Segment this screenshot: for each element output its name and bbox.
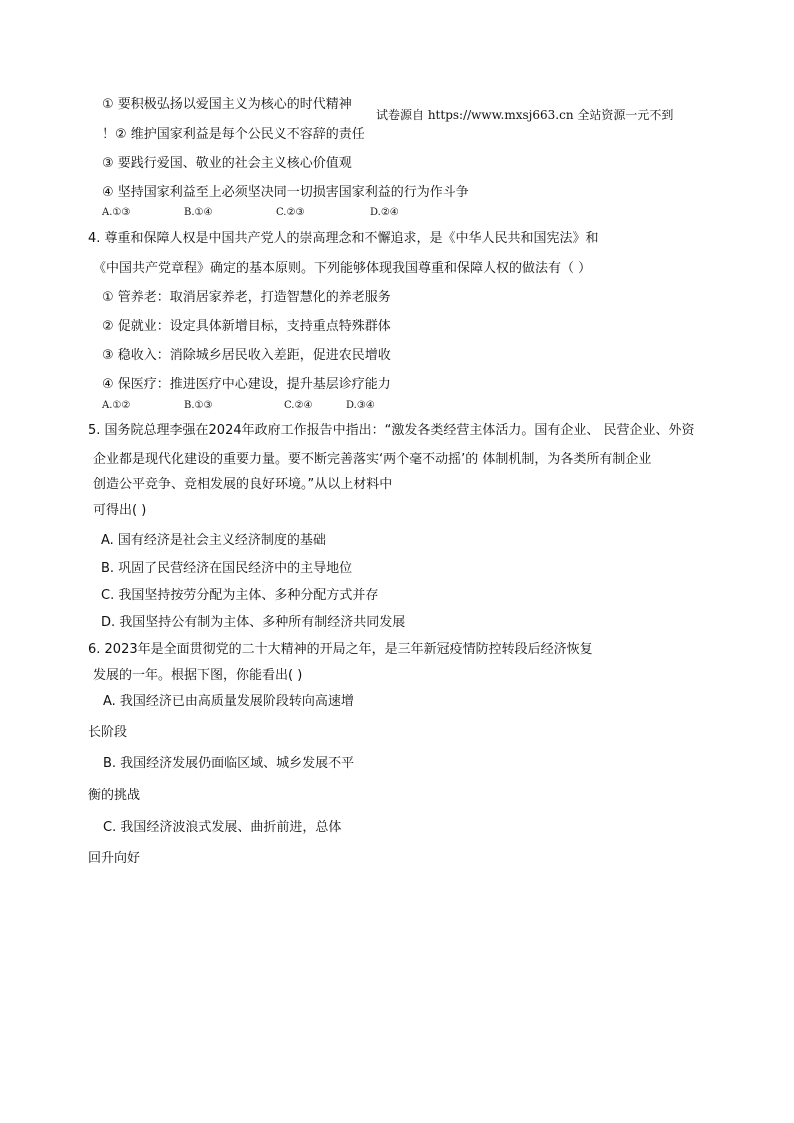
q3-option-2: ！② 维护国家利益是每个公民义不容辞的责任 [102,127,365,142]
q6-option-b-line-1: B. 我国经济发展仍面临区域、城乡发展不平 [103,756,355,771]
q3-answer-b: B.①④ [184,207,213,218]
q4-answer-c: C.②④ [284,400,313,411]
source-note: 试卷源自 https://www.mxsj663.cn 全站资源一元不到 [376,108,674,122]
q3-option-1: ① 要积极弘扬以爱国主义为核心的时代精神 [102,97,352,112]
q6-option-a-line-1: A. 我国经济已由高质量发展阶段转向高速增 [103,694,354,709]
q4-option-2: ② 促就业：设定具体新增目标，支持重点特殊群体 [102,319,391,334]
q4-stem-line-2: 《中国共产党章程》确定的基本原则。下列能够体现我国尊重和保障人权的做法有（ ） [93,261,592,276]
q3-option-4: ④ 坚持国家利益至上必须坚决同一切损害国家利益的行为作斗争 [102,185,469,200]
q4-answer-a: A.①② [102,400,131,411]
q5-stem-line-4: 可得出( ) [93,503,147,518]
q5-stem-line-1: 5. 国务院总理李强在2024年政府工作报告中指出：“激发各类经营主体活力。国有企业、 民营企业、外资 [88,423,695,438]
q3-option-3: ③ 要践行爱国、敬业的社会主义核心价值观 [102,156,352,171]
q5-option-c: C. 我国坚持按劳分配为主体、多种分配方式并存 [101,588,379,603]
q5-option-a: A. 国有经济是社会主义经济制度的基础 [101,533,326,548]
q6-option-b-line-2: 衡的挑战 [88,788,141,803]
q6-option-c-line-2: 回升向好 [88,851,141,866]
q5-stem-line-2: 企业都是现代化建设的重要力量。要不断完善落实‘两个毫不动摇’的 体制机制，为各类所有制企业 [93,452,652,467]
q3-answer-a: A.①③ [102,207,131,218]
q6-stem-line-2: 发展的一年。根据下图，你能看出( ) [93,668,303,683]
q3-answer-c: C.②③ [276,207,305,218]
q4-answer-b: B.①③ [184,400,213,411]
q5-option-d: D. 我国坚持公有制为主体、多种所有制经济共同发展 [101,615,406,630]
q4-answer-d: D.③④ [346,400,375,411]
q6-option-c-line-1: C. 我国经济波浪式发展、曲折前进，总体 [103,820,342,835]
q4-option-3: ③ 稳收入：消除城乡居民收入差距，促进农民增收 [102,348,391,363]
q6-stem-line-1: 6. 2023年是全面贯彻党的二十大精神的开局之年，是三年新冠疫情防控转段后经济恢复 [88,642,593,657]
q3-answer-d: D.②④ [370,207,399,218]
q4-stem-line-1: 4. 尊重和保障人权是中国共产党人的崇高理念和不懈追求，是《中华人民共和国宪法》和 [88,231,599,246]
q4-option-1: ① 管养老：取消居家养老，打造智慧化的养老服务 [102,290,391,305]
q5-option-b: B. 巩固了民营经济在国民经济中的主导地位 [101,561,353,576]
q6-option-a-line-2: 长阶段 [88,725,128,740]
q4-option-4: ④ 保医疗：推进医疗中心建设，提升基层诊疗能力 [102,377,391,392]
q5-stem-line-3: 创造公平竞争、竞相发展的良好环境。”从以上材料中 [93,477,393,492]
